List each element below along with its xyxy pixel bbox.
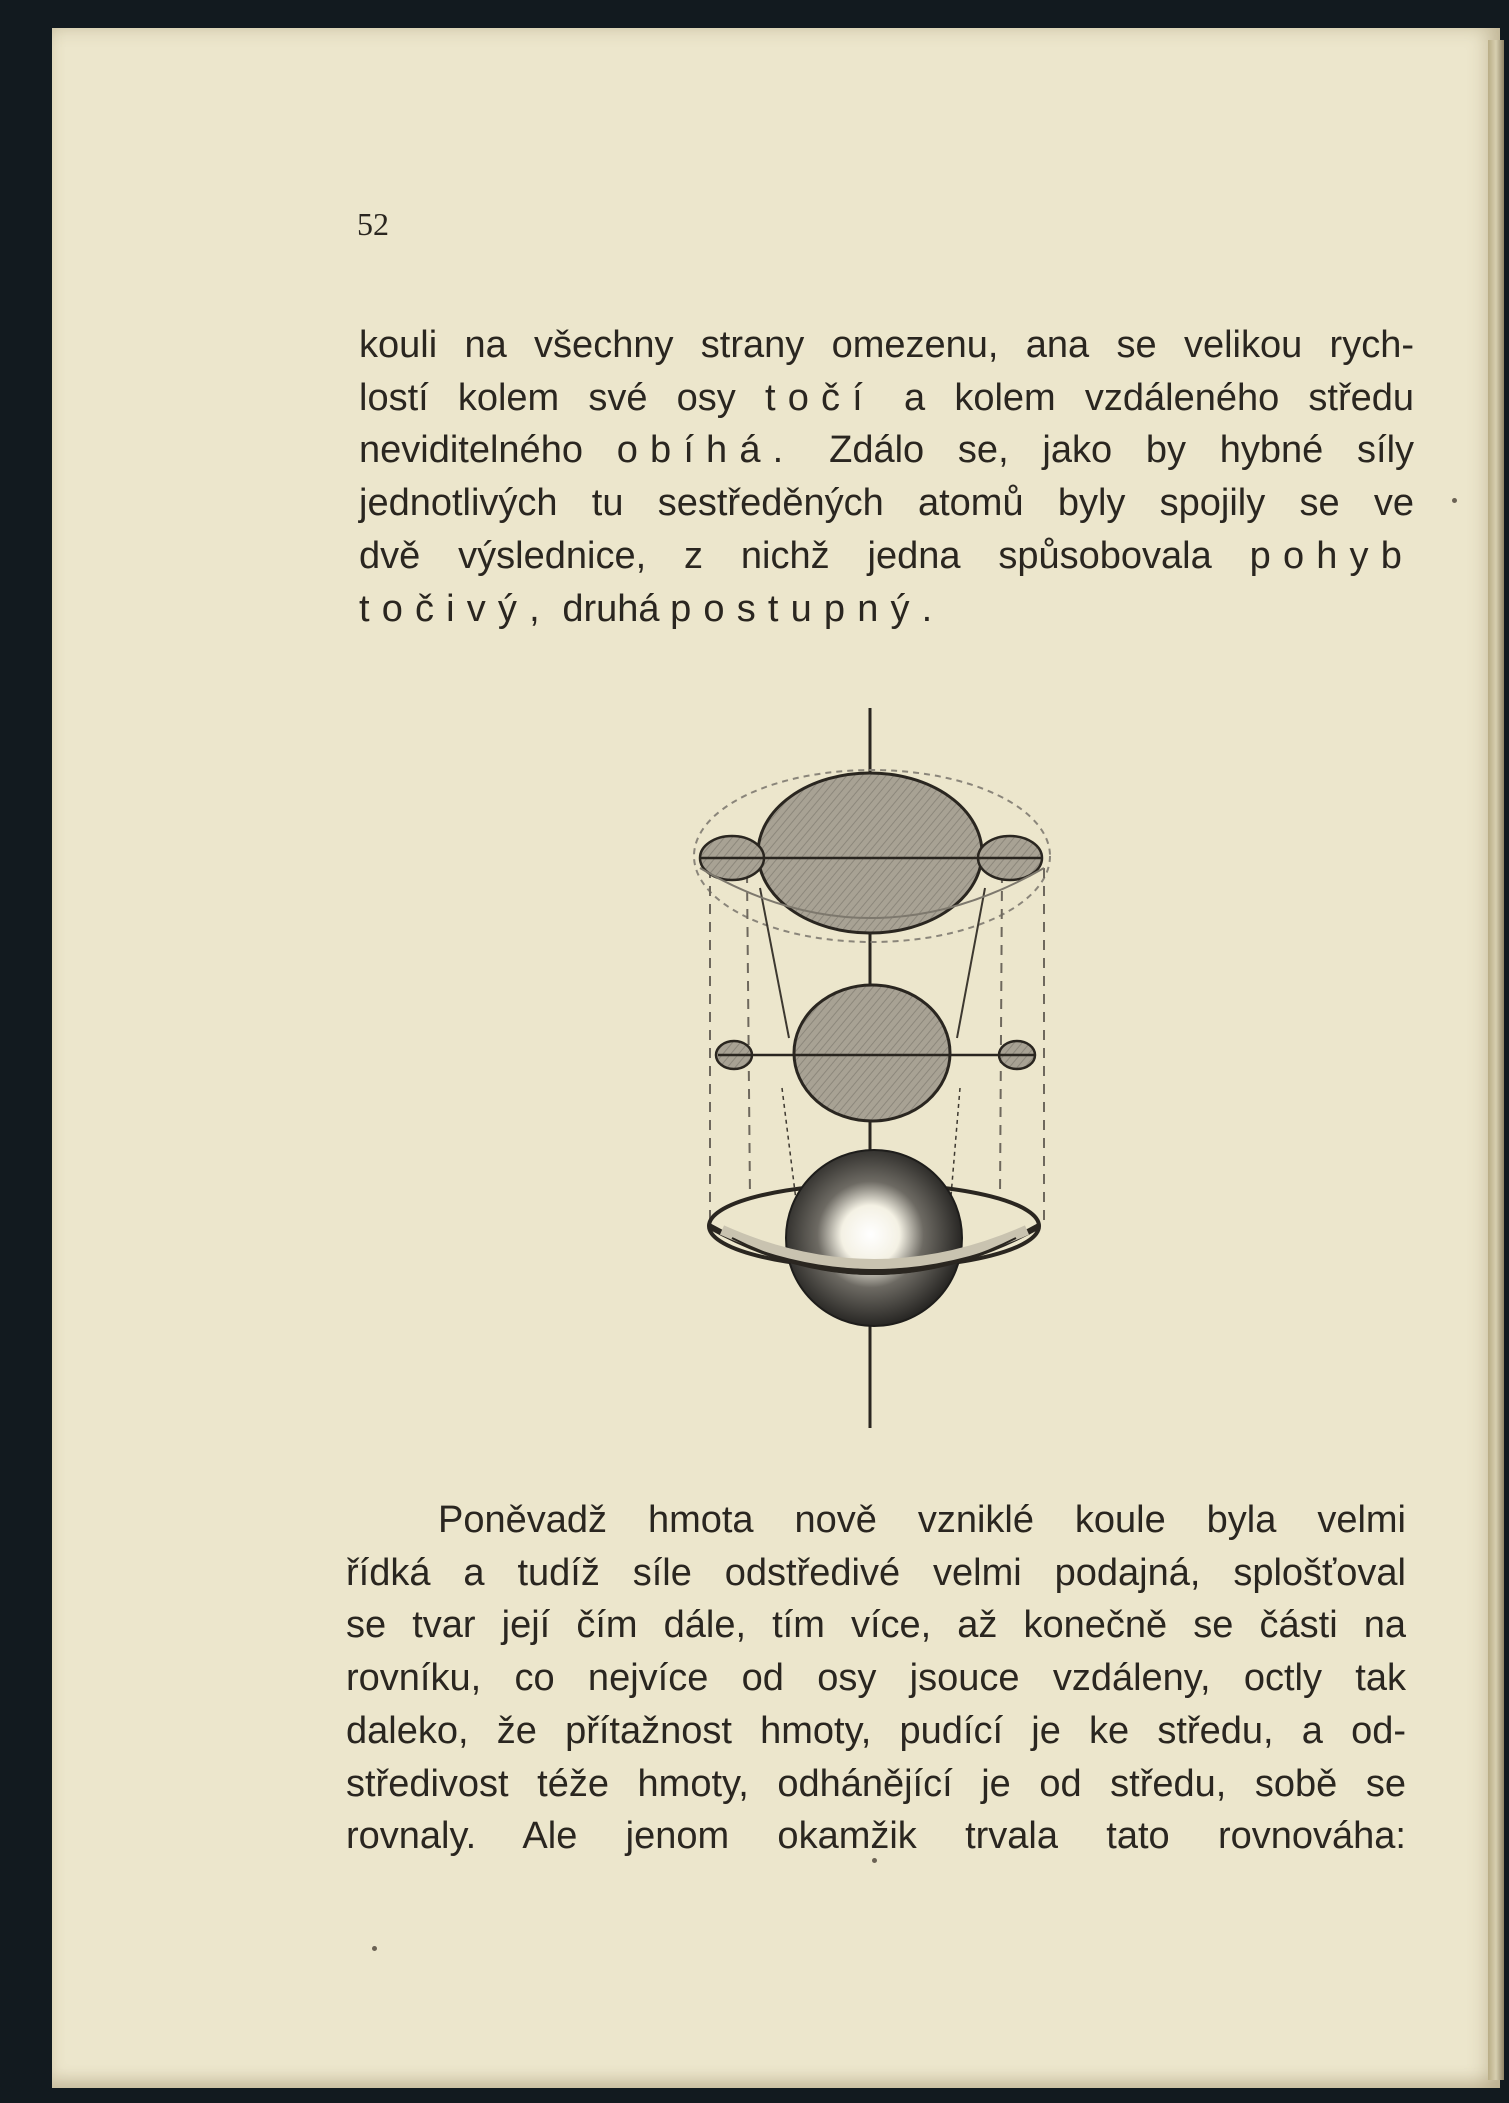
text-line: středivost téže hmoty, odhánějící je od středu, sobě se (346, 1762, 1406, 1805)
paragraph-top (359, 319, 1414, 635)
text-line: kouli na všechny strany omezenu, ana se velikou rych- (359, 324, 1414, 366)
guide-line (957, 888, 985, 1038)
emphasis-text: točí (764, 376, 875, 419)
emphasis-text: točivý, (359, 587, 552, 630)
paragraph-bottom (346, 1494, 1406, 1863)
text-line: točivý, druhá postupný. (359, 587, 945, 630)
text-line: jednotlivých tu sestředěných atomů byly spojily se ve (359, 482, 1414, 525)
guide-line (1000, 873, 1002, 1198)
emphasis-text: obíhá. (616, 429, 796, 472)
flattened-nebula-top (758, 773, 982, 933)
text-line: rovníku, co nejvíce od osy jsouce vzdáleny, octly tak (346, 1657, 1406, 1700)
emphasis-text: postupný. (670, 587, 945, 630)
paper-speck (1452, 498, 1457, 503)
ringed-planet-sphere (786, 1150, 962, 1326)
text-line: dvě výslednice, z nichž jedna spůsobovala pohyb (359, 534, 1414, 577)
paper-speck (872, 1858, 877, 1863)
book-page (52, 28, 1500, 2088)
guide-line (747, 873, 750, 1198)
emphasis-text: pohyb (1249, 534, 1414, 577)
guide-line (760, 888, 789, 1038)
text-line: řídká a tudíž síle odstředivé velmi podajná, splošťoval (346, 1551, 1406, 1594)
text-line: se tvar její čím dále, tím více, až konečně se části na (346, 1604, 1406, 1647)
page-edge (1488, 40, 1504, 2080)
text-line: neviditelného obíhá. Zdálo se, jako by hybné síly (359, 429, 1415, 472)
paper-speck (372, 1946, 377, 1951)
text-line: rovnaly. Ale jenom okamžik trvala tato rovnováha: (346, 1815, 1406, 1858)
text-line: Poněvadž hmota nově vzniklé koule byla velmi (438, 1499, 1406, 1541)
planet-formation-illustration (692, 698, 1072, 1438)
text-line: daleko, že přítažnost hmoty, pudící je ke středu, a od- (346, 1709, 1406, 1752)
flattened-nebula-middle (794, 985, 950, 1121)
page-number: 52 (357, 206, 389, 242)
text-line: lostí kolem své osy točí a kolem vzdáleného středu (359, 376, 1415, 419)
